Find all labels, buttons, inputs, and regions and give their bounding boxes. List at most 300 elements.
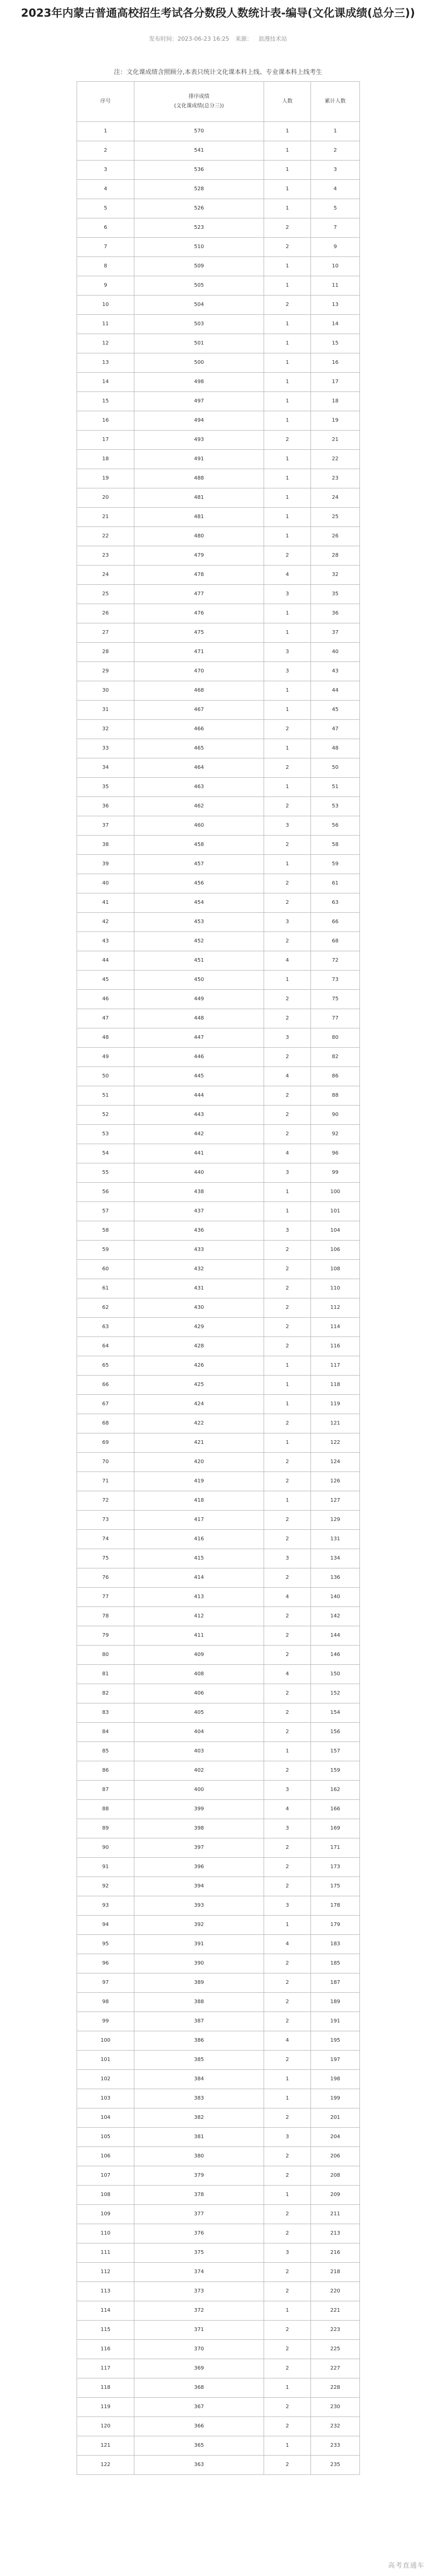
- table-row: [77, 1530, 360, 1549]
- table-row: [77, 2282, 360, 2301]
- cell-score: 412: [134, 1607, 264, 1626]
- cell-count: 1: [264, 180, 311, 199]
- header-score-line2: (文化课成绩(总分三)): [174, 103, 224, 109]
- table-row: [77, 1395, 360, 1414]
- cell-index: 77: [77, 1588, 134, 1607]
- cell-count: 4: [264, 951, 311, 971]
- cell-index: 103: [77, 2089, 134, 2108]
- table-row: [77, 2301, 360, 2321]
- cell-score: 399: [134, 1800, 264, 1819]
- cell-count: 2: [264, 431, 311, 450]
- table-row: [77, 1607, 360, 1626]
- cell-count: 2: [264, 1684, 311, 1703]
- cell-index: 16: [77, 411, 134, 431]
- cell-index: 87: [77, 1781, 134, 1800]
- cell-count: 2: [264, 2321, 311, 2340]
- cell-score: 368: [134, 2378, 264, 2398]
- cell-cumulative: 213: [311, 2224, 360, 2243]
- cell-cumulative: 204: [311, 2128, 360, 2147]
- cell-index: 56: [77, 1183, 134, 1202]
- cell-index: 99: [77, 2012, 134, 2031]
- cell-cumulative: 187: [311, 1973, 360, 1993]
- cell-cumulative: 117: [311, 1356, 360, 1376]
- cell-cumulative: 77: [311, 1009, 360, 1028]
- cell-count: 1: [264, 971, 311, 990]
- table-row: [77, 180, 360, 199]
- cell-cumulative: 178: [311, 1896, 360, 1916]
- table-row: [77, 1838, 360, 1858]
- cell-score: 570: [134, 122, 264, 141]
- cell-count: 2: [264, 1337, 311, 1356]
- cell-count: 2: [264, 1703, 311, 1723]
- table-row: [77, 1491, 360, 1511]
- cell-count: 4: [264, 1588, 311, 1607]
- cell-score: 509: [134, 257, 264, 276]
- cell-score: 526: [134, 199, 264, 218]
- cell-cumulative: 126: [311, 1472, 360, 1491]
- table-row: [77, 836, 360, 855]
- cell-cumulative: 198: [311, 2070, 360, 2089]
- cell-score: 376: [134, 2224, 264, 2243]
- cell-count: 2: [264, 797, 311, 816]
- watermark: 高考直通车: [388, 2562, 425, 2570]
- cell-index: 52: [77, 1106, 134, 1125]
- cell-count: 2: [264, 2417, 311, 2436]
- cell-score: 428: [134, 1337, 264, 1356]
- cell-index: 81: [77, 1665, 134, 1684]
- cell-score: 471: [134, 643, 264, 662]
- table-row: [77, 971, 360, 990]
- cell-cumulative: 88: [311, 1086, 360, 1106]
- cell-score: 392: [134, 1916, 264, 1935]
- header-score: [134, 82, 264, 122]
- cell-count: 2: [264, 1106, 311, 1125]
- cell-index: 115: [77, 2321, 134, 2340]
- cell-count: 1: [264, 681, 311, 701]
- cell-cumulative: 206: [311, 2147, 360, 2166]
- table-row: [77, 1896, 360, 1916]
- cell-cumulative: 154: [311, 1703, 360, 1723]
- table-row: [77, 990, 360, 1009]
- cell-cumulative: 45: [311, 701, 360, 720]
- cell-count: 3: [264, 1781, 311, 1800]
- cell-score: 475: [134, 623, 264, 643]
- cell-count: 3: [264, 1549, 311, 1568]
- table-row: [77, 1433, 360, 1453]
- cell-score: 510: [134, 238, 264, 257]
- cell-score: 493: [134, 431, 264, 450]
- cell-cumulative: 195: [311, 2031, 360, 2051]
- cell-count: 2: [264, 720, 311, 739]
- cell-score: 383: [134, 2089, 264, 2108]
- table-row: [77, 2089, 360, 2108]
- cell-index: 93: [77, 1896, 134, 1916]
- cell-count: 2: [264, 2224, 311, 2243]
- table-row: [77, 874, 360, 893]
- cell-count: 3: [264, 1163, 311, 1183]
- cell-count: 1: [264, 373, 311, 392]
- cell-score: 389: [134, 1973, 264, 1993]
- table-row: [77, 701, 360, 720]
- cell-cumulative: 124: [311, 1453, 360, 1472]
- cell-cumulative: 118: [311, 1376, 360, 1395]
- cell-cumulative: 47: [311, 720, 360, 739]
- cell-cumulative: 59: [311, 855, 360, 874]
- cell-count: 3: [264, 913, 311, 932]
- cell-score: 369: [134, 2359, 264, 2378]
- cell-count: 1: [264, 1742, 311, 1761]
- cell-cumulative: 17: [311, 373, 360, 392]
- cell-index: 97: [77, 1973, 134, 1993]
- cell-cumulative: 73: [311, 971, 360, 990]
- cell-cumulative: 233: [311, 2436, 360, 2456]
- cell-count: 1: [264, 739, 311, 758]
- cell-index: 9: [77, 276, 134, 296]
- cell-count: 2: [264, 1048, 311, 1067]
- cell-cumulative: 4: [311, 180, 360, 199]
- cell-cumulative: 24: [311, 488, 360, 508]
- cell-count: 1: [264, 2436, 311, 2456]
- cell-cumulative: 225: [311, 2340, 360, 2359]
- table-row: [77, 623, 360, 643]
- cell-cumulative: 36: [311, 604, 360, 623]
- cell-score: 404: [134, 1723, 264, 1742]
- cell-score: 501: [134, 334, 264, 353]
- cell-count: 1: [264, 1183, 311, 1202]
- cell-count: 1: [264, 855, 311, 874]
- cell-cumulative: 61: [311, 874, 360, 893]
- cell-score: 479: [134, 546, 264, 566]
- cell-count: 1: [264, 1376, 311, 1395]
- cell-cumulative: 157: [311, 1742, 360, 1761]
- table-row: [77, 411, 360, 431]
- cell-count: 1: [264, 1433, 311, 1453]
- cell-score: 371: [134, 2321, 264, 2340]
- table-row: [77, 1973, 360, 1993]
- cell-score: 387: [134, 2012, 264, 2031]
- table-row: [77, 1009, 360, 1028]
- cell-score: 416: [134, 1530, 264, 1549]
- cell-index: 25: [77, 585, 134, 604]
- table-row: [77, 1935, 360, 1954]
- table-note: 注：文化课成绩含照顾分,本表只统计文化课本科上线、专业课本科上线考生: [114, 68, 322, 76]
- cell-index: 65: [77, 1356, 134, 1376]
- cell-index: 71: [77, 1472, 134, 1491]
- table-row: [77, 373, 360, 392]
- cell-count: 1: [264, 604, 311, 623]
- cell-cumulative: 96: [311, 1144, 360, 1163]
- cell-score: 541: [134, 141, 264, 161]
- cell-count: 4: [264, 1144, 311, 1163]
- table-row: [77, 1568, 360, 1588]
- cell-cumulative: 90: [311, 1106, 360, 1125]
- cell-score: 436: [134, 1221, 264, 1241]
- cell-index: 104: [77, 2108, 134, 2128]
- cell-index: 27: [77, 623, 134, 643]
- cell-score: 397: [134, 1838, 264, 1858]
- cell-count: 4: [264, 1067, 311, 1086]
- cell-cumulative: 169: [311, 1819, 360, 1838]
- cell-cumulative: 58: [311, 836, 360, 855]
- table-row: [77, 2051, 360, 2070]
- cell-index: 86: [77, 1761, 134, 1781]
- cell-index: 108: [77, 2186, 134, 2205]
- table-header-row: [77, 82, 360, 122]
- cell-cumulative: 208: [311, 2166, 360, 2186]
- cell-count: 3: [264, 1896, 311, 1916]
- cell-count: 2: [264, 2263, 311, 2282]
- cell-index: 68: [77, 1414, 134, 1433]
- cell-score: 408: [134, 1665, 264, 1684]
- cell-cumulative: 48: [311, 739, 360, 758]
- cell-index: 43: [77, 932, 134, 951]
- cell-cumulative: 5: [311, 199, 360, 218]
- publish-source: 来源：: [235, 35, 253, 42]
- cell-index: 112: [77, 2263, 134, 2282]
- cell-count: 2: [264, 990, 311, 1009]
- cell-score: 450: [134, 971, 264, 990]
- cell-count: 1: [264, 488, 311, 508]
- cell-index: 96: [77, 1954, 134, 1973]
- cell-index: 117: [77, 2359, 134, 2378]
- table-row: [77, 1125, 360, 1144]
- cell-cumulative: 18: [311, 392, 360, 411]
- cell-score: 384: [134, 2070, 264, 2089]
- cell-count: 2: [264, 1241, 311, 1260]
- cell-count: 2: [264, 932, 311, 951]
- cell-cumulative: 218: [311, 2263, 360, 2282]
- cell-count: 3: [264, 816, 311, 836]
- table-row: [77, 1202, 360, 1221]
- cell-cumulative: 119: [311, 1395, 360, 1414]
- cell-index: 36: [77, 797, 134, 816]
- cell-cumulative: 129: [311, 1511, 360, 1530]
- cell-count: 2: [264, 1125, 311, 1144]
- table-row: [77, 334, 360, 353]
- cell-cumulative: 104: [311, 1221, 360, 1241]
- cell-count: 2: [264, 874, 311, 893]
- cell-score: 425: [134, 1376, 264, 1395]
- cell-count: 2: [264, 1626, 311, 1646]
- cell-index: 40: [77, 874, 134, 893]
- cell-cumulative: 28: [311, 546, 360, 566]
- cell-score: 402: [134, 1761, 264, 1781]
- cell-cumulative: 16: [311, 353, 360, 373]
- table-row: [77, 585, 360, 604]
- cell-index: 21: [77, 508, 134, 527]
- cell-cumulative: 44: [311, 681, 360, 701]
- cell-cumulative: 171: [311, 1838, 360, 1858]
- table-row: [77, 913, 360, 932]
- cell-score: 446: [134, 1048, 264, 1067]
- cell-score: 460: [134, 816, 264, 836]
- table-row: [77, 1298, 360, 1318]
- cell-count: 2: [264, 2012, 311, 2031]
- cell-index: 106: [77, 2147, 134, 2166]
- cell-count: 1: [264, 508, 311, 527]
- cell-score: 396: [134, 1858, 264, 1877]
- cell-count: 1: [264, 276, 311, 296]
- table-row: [77, 720, 360, 739]
- cell-score: 421: [134, 1433, 264, 1453]
- cell-score: 491: [134, 450, 264, 469]
- cell-count: 1: [264, 778, 311, 797]
- cell-index: 8: [77, 257, 134, 276]
- cell-index: 47: [77, 1009, 134, 1028]
- cell-count: 2: [264, 1723, 311, 1742]
- cell-index: 13: [77, 353, 134, 373]
- cell-index: 42: [77, 913, 134, 932]
- cell-index: 12: [77, 334, 134, 353]
- cell-cumulative: 92: [311, 1125, 360, 1144]
- cell-score: 453: [134, 913, 264, 932]
- cell-cumulative: 134: [311, 1549, 360, 1568]
- cell-cumulative: 114: [311, 1318, 360, 1337]
- cell-cumulative: 116: [311, 1337, 360, 1356]
- table-row: [77, 199, 360, 218]
- cell-score: 481: [134, 488, 264, 508]
- cell-index: 4: [77, 180, 134, 199]
- cell-index: 89: [77, 1819, 134, 1838]
- cell-score: 463: [134, 778, 264, 797]
- table-row: [77, 1742, 360, 1761]
- cell-count: 1: [264, 2378, 311, 2398]
- cell-score: 441: [134, 1144, 264, 1163]
- cell-score: 497: [134, 392, 264, 411]
- cell-cumulative: 152: [311, 1684, 360, 1703]
- cell-count: 2: [264, 758, 311, 778]
- cell-score: 498: [134, 373, 264, 392]
- cell-count: 2: [264, 1414, 311, 1433]
- cell-cumulative: 122: [311, 1433, 360, 1453]
- table-row: [77, 276, 360, 296]
- table-row: [77, 951, 360, 971]
- cell-count: 4: [264, 1800, 311, 1819]
- cell-score: 528: [134, 180, 264, 199]
- cell-index: 78: [77, 1607, 134, 1626]
- cell-count: 1: [264, 1356, 311, 1376]
- cell-cumulative: 162: [311, 1781, 360, 1800]
- cell-index: 58: [77, 1221, 134, 1241]
- cell-score: 409: [134, 1646, 264, 1665]
- cell-count: 2: [264, 1761, 311, 1781]
- cell-index: 98: [77, 1993, 134, 2012]
- cell-count: 1: [264, 122, 311, 141]
- cell-score: 523: [134, 218, 264, 238]
- cell-index: 80: [77, 1646, 134, 1665]
- cell-count: 4: [264, 2031, 311, 2051]
- cell-cumulative: 221: [311, 2301, 360, 2321]
- cell-score: 393: [134, 1896, 264, 1916]
- cell-cumulative: 189: [311, 1993, 360, 2012]
- cell-count: 2: [264, 1279, 311, 1298]
- cell-cumulative: 7: [311, 218, 360, 238]
- cell-cumulative: 22: [311, 450, 360, 469]
- cell-cumulative: 144: [311, 1626, 360, 1646]
- cell-cumulative: 82: [311, 1048, 360, 1067]
- cell-score: 466: [134, 720, 264, 739]
- cell-index: 3: [77, 161, 134, 180]
- cell-index: 100: [77, 2031, 134, 2051]
- cell-count: 2: [264, 1086, 311, 1106]
- table-row: [77, 2012, 360, 2031]
- cell-score: 415: [134, 1549, 264, 1568]
- cell-score: 445: [134, 1067, 264, 1086]
- cell-cumulative: 209: [311, 2186, 360, 2205]
- cell-count: 2: [264, 1009, 311, 1028]
- table-row: [77, 1511, 360, 1530]
- table-row: [77, 488, 360, 508]
- table-row: [77, 1453, 360, 1472]
- cell-index: 34: [77, 758, 134, 778]
- header-score-line1: 排序成绩: [189, 94, 209, 100]
- cell-index: 50: [77, 1067, 134, 1086]
- table-row: [77, 1241, 360, 1260]
- table-row: [77, 1414, 360, 1433]
- cell-score: 381: [134, 2128, 264, 2147]
- cell-cumulative: 216: [311, 2243, 360, 2263]
- cell-index: 91: [77, 1858, 134, 1877]
- table-row: [77, 1954, 360, 1973]
- cell-score: 440: [134, 1163, 264, 1183]
- table-row: [77, 431, 360, 450]
- table-row: [77, 141, 360, 161]
- cell-cumulative: 121: [311, 1414, 360, 1433]
- table-row: [77, 2070, 360, 2089]
- table-row: [77, 2224, 360, 2243]
- cell-score: 379: [134, 2166, 264, 2186]
- cell-score: 478: [134, 566, 264, 585]
- cell-score: 462: [134, 797, 264, 816]
- cell-cumulative: 223: [311, 2321, 360, 2340]
- cell-count: 2: [264, 1511, 311, 1530]
- cell-score: 452: [134, 932, 264, 951]
- cell-cumulative: 1: [311, 122, 360, 141]
- cell-index: 53: [77, 1125, 134, 1144]
- cell-index: 94: [77, 1916, 134, 1935]
- cell-cumulative: 80: [311, 1028, 360, 1048]
- cell-cumulative: 140: [311, 1588, 360, 1607]
- cell-cumulative: 173: [311, 1858, 360, 1877]
- cell-index: 114: [77, 2301, 134, 2321]
- table-row: [77, 893, 360, 913]
- cell-index: 29: [77, 662, 134, 681]
- cell-score: 465: [134, 739, 264, 758]
- cell-score: 476: [134, 604, 264, 623]
- cell-index: 37: [77, 816, 134, 836]
- cell-cumulative: 26: [311, 527, 360, 546]
- cell-count: 2: [264, 836, 311, 855]
- table-row: [77, 1916, 360, 1935]
- header-index: 序号: [77, 82, 134, 122]
- cell-cumulative: 25: [311, 508, 360, 527]
- cell-cumulative: 11: [311, 276, 360, 296]
- cell-score: 430: [134, 1298, 264, 1318]
- cell-score: 390: [134, 1954, 264, 1973]
- cell-count: 1: [264, 2301, 311, 2321]
- cell-score: 504: [134, 296, 264, 315]
- table-row: [77, 218, 360, 238]
- cell-index: 10: [77, 296, 134, 315]
- cell-index: 57: [77, 1202, 134, 1221]
- cell-index: 107: [77, 2166, 134, 2186]
- cell-index: 119: [77, 2398, 134, 2417]
- table-row: [77, 1819, 360, 1838]
- table-row: [77, 315, 360, 334]
- cell-count: 2: [264, 1607, 311, 1626]
- cell-count: 2: [264, 1530, 311, 1549]
- cell-score: 378: [134, 2186, 264, 2205]
